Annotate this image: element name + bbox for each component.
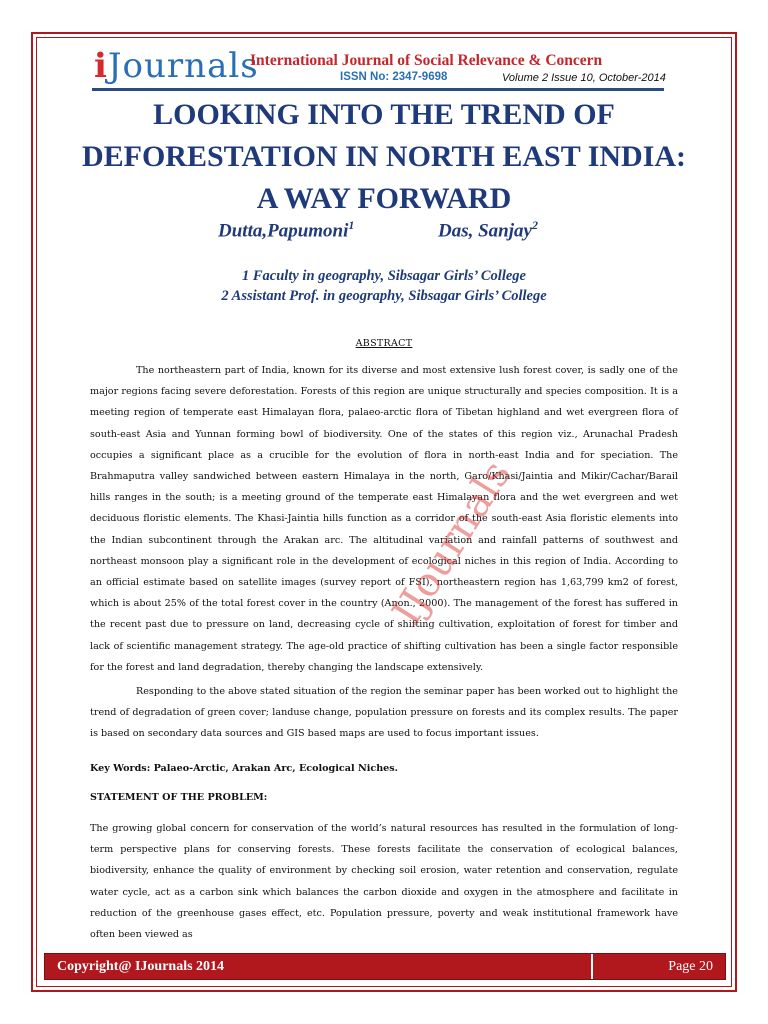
keywords: Key Words: Palaeo-Arctic, Arakan Arc, Ecological Niches. [90, 763, 399, 774]
statement-paragraph: The growing global concern for conservation of the world’s natural resources has resulted in the formulation of long-term perspective plans for conserving forests. These forests facilitate the conservation of ecological balances, biodiversity, enhance the quality of environment by checking soil erosion, water retention and conservation, regulate water cycle, act as a carbon sink which balances the carbon dioxide and oxygen in the atmosphere and facilitate in reduction of the greenhouse gases effect, etc. Population pressure, poverty and weak institutional framework have often been viewed as [90, 823, 678, 941]
journal-title: International Journal of Social Relevance & Concern [250, 52, 603, 69]
affiliation-2: 2 Assistant Prof. in geography, Sibsagar Girls’ College [221, 288, 547, 304]
statement-heading: STATEMENT OF THE PROBLEM: [90, 792, 268, 803]
journal-header [90, 46, 670, 88]
logo-rest: Journals [107, 46, 259, 86]
footer-divider [591, 954, 593, 979]
affiliation-1: 1 Faculty in geography, Sibsagar Girls’ College [242, 268, 526, 284]
header-rule [92, 88, 664, 91]
affiliations [60, 266, 708, 306]
abstract-heading: ABSTRACT [355, 338, 413, 349]
author-2-sup: 2 [531, 218, 538, 232]
title-line-2: DEFORESTATION IN NORTH EAST INDIA: [81, 140, 687, 173]
issn-number: ISSN No: 2347-9698 [340, 71, 448, 83]
footer-page-number: Page 20 [668, 959, 713, 974]
author-1-name: Dutta,Papumoni [218, 220, 349, 242]
paper-title [60, 94, 708, 220]
author-1-sup: 1 [348, 218, 355, 232]
title-line-1: LOOKING INTO THE TREND OF [153, 98, 615, 131]
abstract-paragraph-2: Responding to the above stated situation of the region the seminar paper has been worked out to highlight the trend of degradation of green cover; landuse change, population pressure on forests and its complex results. The paper is based on secondary data sources and GIS based maps are used to focus important issues. [90, 686, 678, 740]
ijournals-logo [94, 46, 259, 86]
volume-issue: Volume 2 Issue 10, October-2014 [502, 72, 666, 84]
logo-first-letter: i [94, 46, 108, 86]
authors [60, 218, 708, 248]
author-1 [218, 218, 354, 242]
author-2-name: Das, Sanjay [438, 220, 532, 242]
author-2 [438, 218, 538, 242]
page-footer [44, 953, 726, 980]
footer-copyright: Copyright@ IJournals 2014 [57, 959, 225, 974]
abstract-paragraph-1: The northeastern part of India, known for its diverse and most extensive lush forest cover, is sadly one of the major regions facing severe deforestation. Forests of this region are unique structurally and species composition. It is a meeting region of temperate east Himalayan flora, palaeo-arctic flora of Tibetan highland and wet evergreen flora of south-east Asia and Yunnan forming bowl of biodiversity. One of the states of this region viz., Arunachal Pradesh occupies a significant place as a crucible for the evolution of flora in north-east India and for speciation. The Brahmaputra valley sandwiched between eastern Himalaya in the north, Garo/Khasi/Jaintia and Mikir/Cachar/Barail hills ranges in the south; is a meeting ground of the temperate east Himalayan flora and the wet evergreen and wet deciduous floristic elements. The Khasi-Jaintia hills function as a corridor of the south-east Asia floristic elements into the Indian subcontinent through the Arakan arc. The altitudinal variation and rainfall patterns of southwest and northeast monsoon play a significant role in the development of ecological niches in this region of India. According to an official estimate based on satellite images (survey report of FSI), northeastern region has 1,63,799 km2 of forest, which is about 25% of the total forest cover in the country (Anon., 2000). The management of the forest has suffered in the recent past due to pressure on land, decreasing cycle of shifting cultivation, exploitation of forest for timber and lack of scientific management strategy. The age-old practice of shifting cultivation has been a single factor responsible for the forest and land degradation, thereby changing the landscape extensively. [90, 365, 678, 673]
watermark: IJournals [383, 452, 521, 634]
title-line-3: A WAY FORWARD [256, 182, 512, 215]
